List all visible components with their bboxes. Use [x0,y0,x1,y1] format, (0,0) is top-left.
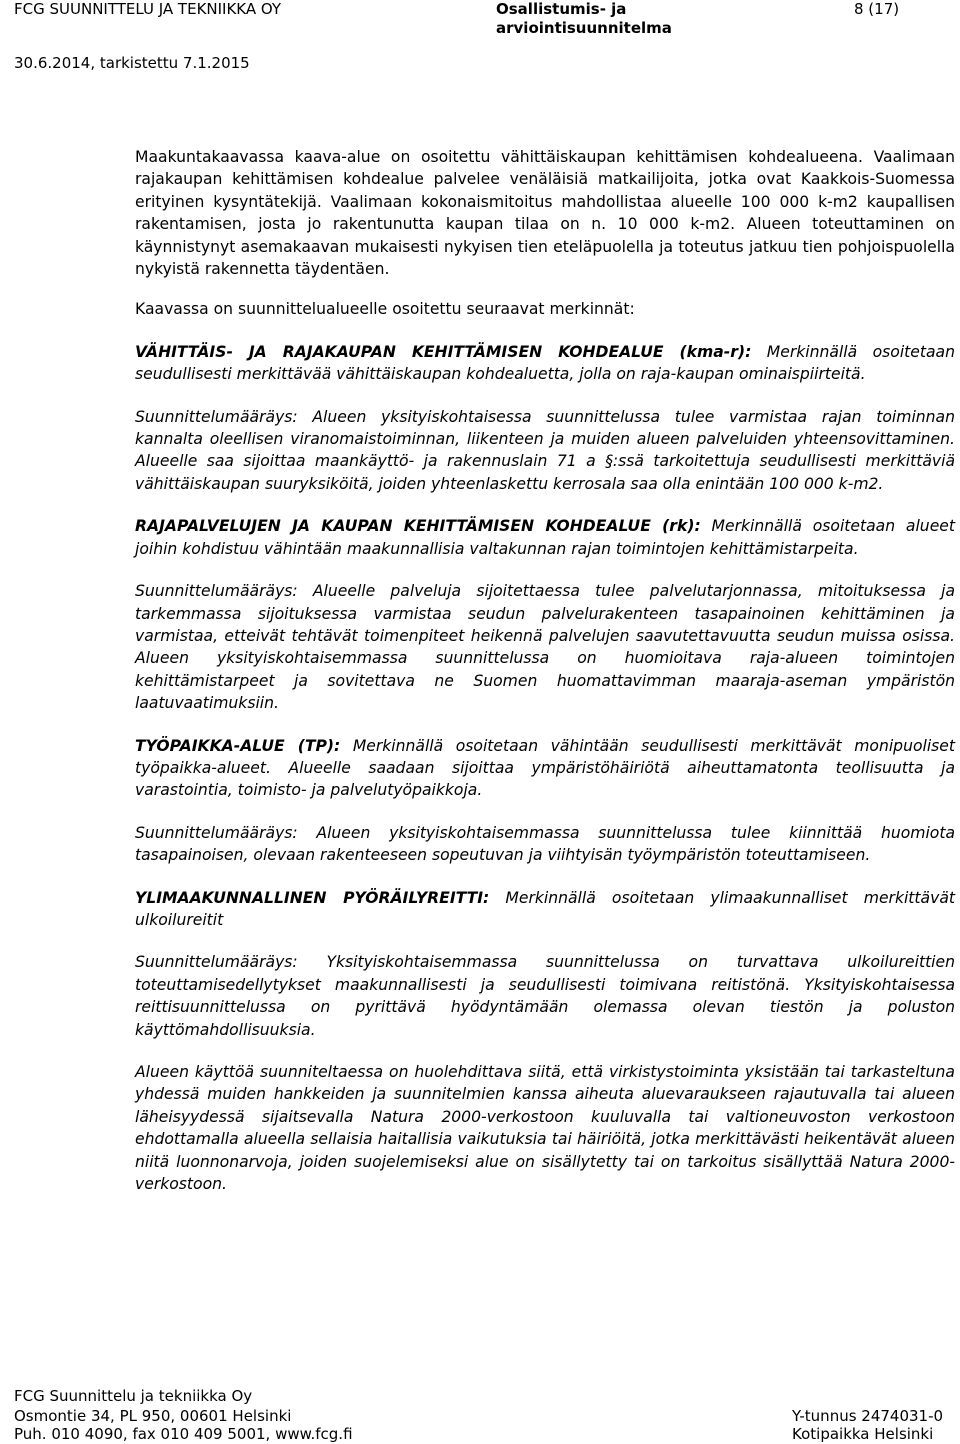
header-date: 30.6.2014, tarkistettu 7.1.2015 [14,54,250,72]
paragraph-markings-intro: Kaavassa on suunnittelualueelle osoitettu seuraavat merkinnät: [135,300,635,319]
marking-text-tp: Merkinnällä osoitetaan vähintään seudullisesti merkittävät monipuoliset työpaikka-alueet. Alueelle saadaan sijoittaa ympäristöhäiriötä aiheuttamatonta teollisuutta ja varastointia, toimisto- ja palvelutyöpaikkoja. [135,736,955,800]
header-document-title: Osallistumis- ja arviointisuunnitelma [496,0,672,37]
paragraph-bike-route-rule: Suunnittelumääräys: Yksityiskohtaisemmassa suunnittelussa on turvattava ulkoilureittien toteuttamisedellytykset maakunnallisesti ja seudullisesti toimivana reitistönä. Yksityiskohtaisessa reittisuunnittelussa on pyrittävä hyödyntämään olemassa olevan tiestön ja poluston käyttömahdollisuuksia. [135,953,955,1039]
marking-title-tp: TYÖPAIKKA-ALUE (TP): [135,736,341,755]
marking-text-rk: Merkinnällä osoitetaan alueet joihin kohdistuu vähintään maakunnallisia valtakunnan rajan toimintojen kehittämistarpeita. [135,517,955,558]
header-page-number: 8 (17) [854,0,900,18]
footer-business-id: Y-tunnus 2474031-0 [792,1407,944,1425]
footer-address: Osmontie 34, PL 950, 00601 Helsinki [14,1407,292,1425]
document-body [135,146,955,1215]
footer-contact: Puh. 010 4090, fax 010 409 5001, www.fcg.fi [14,1425,353,1443]
paragraph-bike-route [135,887,955,932]
header-company: FCG SUUNNITTELU JA TEKNIIKKA OY [14,0,282,18]
footer-domicile: Kotipaikka Helsinki [792,1425,934,1443]
paragraph-rk-rule: Suunnittelumääräys: Alueelle palveluja sijoitettaessa tulee palvelutarjonnassa, mitoituksessa ja tarkemmassa sijoituksessa varmistaa seudun palvelurakenteen tasapainoinen kehittäminen ja varmistaa, etteivät tehtävät toimenpiteet heikennä palvelujen saavutettavuutta seudun muissa osissa. Alueen yksityiskohtaisemmassa suunnittelussa on huomioitava raja-alueen toimintojen kehittämistarpeet ja sovitettava ne Suomen huomattavimman maaraja-aseman ympäristön laatuvaatimuksiin. [135,582,955,713]
marking-text-bike-route: Merkinnällä osoitetaan ylimaakunnalliset merkittävät ulkoilureitit [135,888,955,929]
marking-title-kma-r: VÄHITTÄIS- JA RAJAKAUPAN KEHITTÄMISEN KOHDEALUE (kma-r): [135,342,752,361]
marking-title-rk: RAJAPALVELUJEN JA KAUPAN KEHITTÄMISEN KOHDEALUE (rk): [135,517,701,536]
paragraph-rk [135,515,955,560]
marking-text-kma-r: Merkinnällä osoitetaan seudullisesti merkittävää vähittäiskaupan kohdealuetta, jolla on raja-kaupan ominaispiirteitä. [135,342,955,384]
paragraph-kma-r-rule: Suunnittelumääräys: Alueen yksityiskohtaisessa suunnittelussa tulee varmistaa rajan toiminnan kannalta oleellisen viranomaistoiminnan, liikenteen ja muiden alueen palveluiden yhteensovittaminen. Alueelle saa sijoittaa maankäyttö- ja rakennuslain 71 a §:ssä tarkoitettuja seudullisesti merkittäviä vähittäiskaupan suuryksiköitä, joiden yhteenlaskettu kerrosala saa olla enintään 100 000 k-m2. [135,407,955,493]
paragraph-tp [135,735,955,802]
paragraph-tp-rule: Suunnittelumääräys: Alueen yksityiskohtaisemmassa suunnittelussa tulee kiinnittää huomiota tasapainoisen, olevaan rakenteeseen sopeutuvan ja viihtyisän työympäristön toteuttamiseen. [135,823,955,865]
marking-title-bike-route: YLIMAAKUNNALLINEN PYÖRÄILYREITTI: [135,888,490,907]
paragraph-intro: Maakuntakaavassa kaava-alue on osoitettu vähittäiskaupan kehittämisen kohdealueena. Vaalimaan rajakaupan kehittämisen kohdealue palvelee venäläisiä matkailijoita, jotka ovat Kaakkois-Suomessa erityinen kysyntätekijä. Vaalimaan kokonaismitoitus mahdollistaa alueelle 100 000 k-m2 kaupallisen rakentamisen, josta jo rakentunutta kaupan tilaa on n. 10 000 k-m2. Alueen toteuttaminen on käynnistynyt asemakaavan mukaisesti nykyisen tien eteläpuolella ja toteutus jatkuu tien pohjoispuolella nykyistä rakennetta täydentäen. [135,148,955,279]
paragraph-kma-r [135,341,955,386]
footer-company: FCG Suunnittelu ja tekniikka Oy [14,1387,253,1405]
paragraph-natura: Alueen käyttöä suunniteltaessa on huolehdittava siitä, että virkistystoiminta yksistään tai tarkasteltuna yhdessä muiden hankkeiden ja suunnitelmien kanssa aiheuta aluevaraukseen rajautuvalla tai alueen läheisyydessä sijaitsevalla Natura 2000-verkostoon kuuluvalla tai valtioneuvoston verkostoon ehdottamalla alueella sellaisia haitallisia vaikutuksia tai häiriöitä, jotka merkittävästi heikentävät alueen niitä luonnonarvoja, joiden suojelemiseksi alue on sisällytetty tai on tarkoitus sisällyttää Natura 2000-verkostoon. [135,1063,955,1194]
